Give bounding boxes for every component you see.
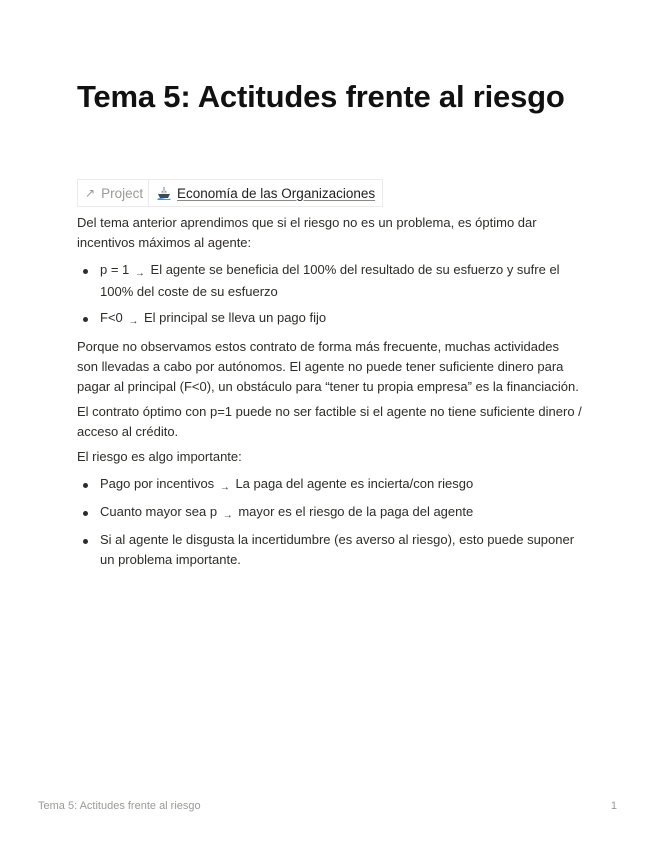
bullet-dot	[83, 317, 88, 322]
page-content	[77, 212, 582, 576]
right-arrow-icon: →	[128, 316, 139, 327]
property-row	[77, 179, 383, 207]
list-item-text: Si al agente le disgusta la incertidumbre (es averso al riesgo), esto puede suponer un problema importante.	[100, 532, 575, 567]
page-footer	[38, 800, 617, 812]
ship-icon	[157, 186, 171, 200]
paragraph: El riesgo es algo importante:	[77, 449, 242, 464]
list-item-lead: F<0	[100, 310, 123, 325]
arrow-up-right-icon: ↗	[85, 186, 96, 200]
project-link[interactable]: Economía de las Organizaciones	[177, 185, 376, 201]
list-item	[77, 471, 582, 499]
bullet-dot	[83, 539, 88, 544]
footer-title: Tema 5: Actitudes frente al riesgo	[38, 800, 201, 812]
right-arrow-icon: →	[222, 510, 233, 521]
list-item	[77, 257, 582, 305]
property-name-label: Project	[101, 185, 144, 201]
paragraph: Porque no observamos estos contrato de forma más frecuente, muchas actividades son llevadas a cabo por autónomos. El agente no puede tener suficiente dinero para pagar al principal (F<0), un obstáculo para “tener tu propia empresa” es la financiación.	[77, 339, 579, 394]
paragraph: Del tema anterior aprendimos que si el riesgo no es un problema, es óptimo dar incentivos máximos al agente:	[77, 215, 537, 250]
bullet-dot	[83, 511, 88, 516]
page-title: Tema 5: Actitudes frente al riesgo	[77, 79, 565, 114]
list-item-text: El principal se lleva un pago fijo	[144, 310, 327, 325]
paragraph: El contrato óptimo con p=1 puede no ser factible si el agente no tiene suficiente dinero / acceso al crédito.	[77, 404, 582, 439]
list-item-text: El agente se beneficia del 100% del resultado de su esfuerzo y sufre el 100% del coste de su esfuerzo	[100, 262, 560, 299]
property-value-cell[interactable]	[149, 180, 382, 206]
list-item	[77, 527, 582, 573]
page-number: 1	[610, 800, 617, 812]
list-item	[77, 305, 582, 333]
list-item-text: La paga del agente es incierta/con riesgo	[235, 476, 474, 491]
list-item-lead: Pago por incentivos	[100, 476, 215, 491]
list-item-lead: p = 1	[100, 262, 130, 277]
list-item	[77, 499, 582, 527]
bullet-dot	[83, 483, 88, 488]
right-arrow-icon: →	[219, 482, 230, 493]
bullet-list	[77, 471, 582, 573]
property-name-cell	[78, 180, 149, 206]
list-item-lead: Cuanto mayor sea p	[100, 504, 218, 519]
list-item-text: mayor es el riesgo de la paga del agente	[238, 504, 474, 519]
bullet-list	[77, 257, 582, 333]
right-arrow-icon: →	[134, 268, 145, 279]
bullet-dot	[83, 269, 88, 274]
